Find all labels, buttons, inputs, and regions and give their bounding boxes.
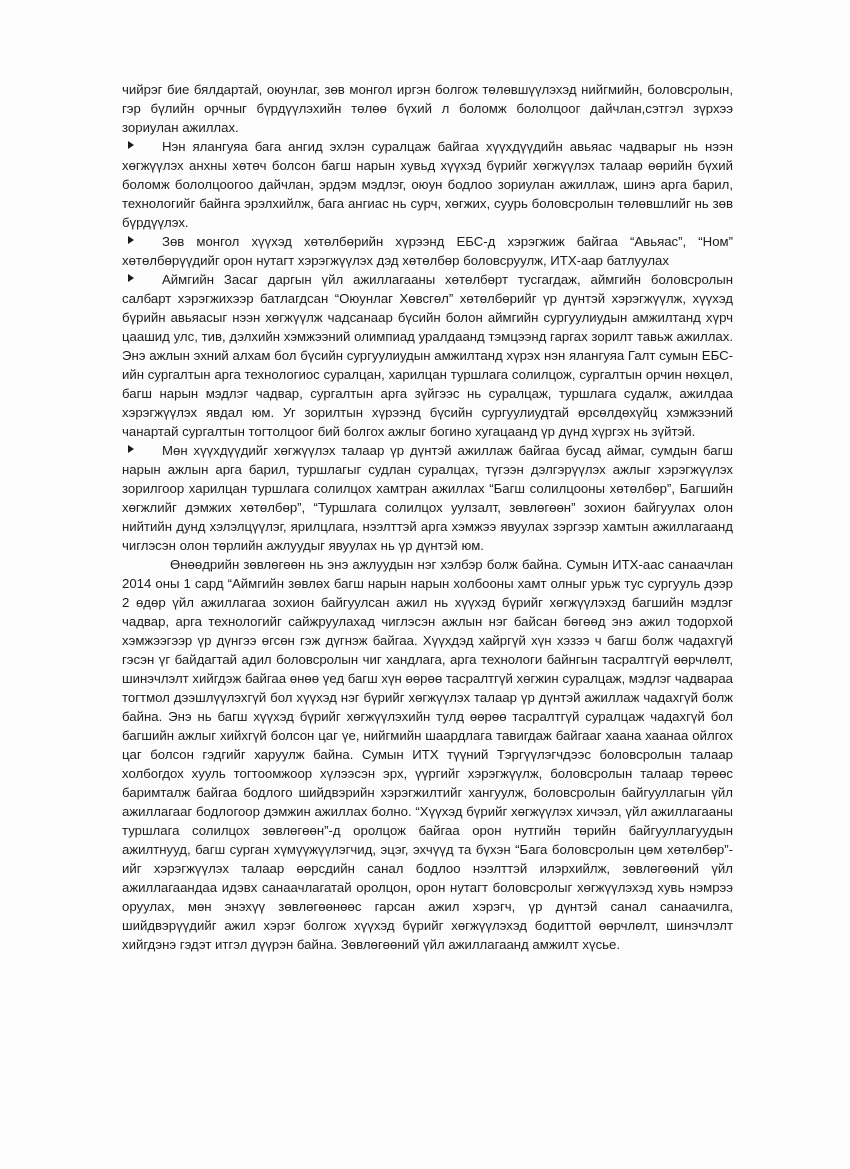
bullet-paragraph	[122, 137, 733, 232]
intro-paragraph: чийрэг бие бялдартай, оюунлаг, зөв монгол иргэн болгож төлөвшүүлэхэд нийгмийн, боловсролын, гэр бүлийн орчныг бүрдүүлэхийн төлөө бүхий л боломж бололцоог дайчлан,сэтгэл зүрхээ зориулан ажиллах.	[122, 82, 733, 135]
bullet-paragraph	[122, 270, 733, 441]
bullet-paragraph	[122, 441, 733, 555]
bullet-text: Мөн хүүхдүүдийг хөгжүүлэх талаар үр дүнтэй ажиллаж байгаа бусад аймаг, сумдын багш нарын ажлын арга барил, туршлагыг судлан суралцах, түгээн дэлгэрүүлэх ажлыг хэрэгжүүлэх зорилгоор харилцан туршлага солилцох хамтран ажиллах “Багш солилцооны хөтөлбөр”, Багшийн хөгжлийг дэмжих хөтөлбөр”, “Туршлага солилцох уулзалт, зөвлөгөөн” зохион байгуулах олон нийтийн дунд хэлэлцүүлэг, ярилцлага, нээлттэй арга хэмжээ явуулах зэргээр хамтын ажиллагаанд чиглэсэн олон төрлийн ажлуудыг явуулах нь үр дүнтэй юм.	[122, 443, 733, 553]
arrow-bullet-icon	[128, 141, 134, 149]
arrow-bullet-icon	[128, 236, 134, 244]
bullet-paragraph	[122, 232, 733, 270]
bullet-text: Аймгийн Засаг даргын үйл ажиллагааны хөтөлбөрт тусгагдаж, аймгийн боловсролын салбарт хэрэгжихээр батлагдсан “Оюунлаг Хөвсгөл” хөтөлбөрийг үр дүнтэй хэрэгжүүлж, хүүхэд бүрийн авьяасыг нээн хөгжүүлж чадсанаар бүсийн болон аймгийн сургуулиудын амжилтанд хүрч цаашид улс, тив, дэлхийн хэмжээний олимпиад уралдаанд тэмцээнд гаргах зорилт тавьж ажиллах. Энэ ажлын эхний алхам бол бүсийн сургуулиудын амжилтанд хүрэх нэн ялангуяа Галт сумын ЕБС-ийн сургалтын арга технологиос суралцан, харилцан туршлага солилцож, сургалтын орчин нөхцөл, багш нарын мэдлэг чадвар, сургалтын арга зүйгээс нь суралцаж, туршлага судалж, ажилдаа хэрэгжүүлэх явдал юм. Уг зорилтын хүрээнд бүсийн сургуулиудтай өрсөлдөхүйц хэмжээний чанартай сургалтын тогтолцоог бий болгох ажлыг богино хугацаанд үр дүнд хүргэх нь зүйтэй.	[122, 272, 733, 439]
document-body	[122, 80, 733, 954]
bullet-text: Нэн ялангуяа бага ангид эхлэн суралцаж байгаа хүүхдүүдийн авьяас чадварыг нь нээн хөгжүүлэх анхны хөтөч болсон багш нарын хувьд хүүхэд бүрийг хөгжүүлэх талаар өөрийн бүхий боломж бололцоогоо дайчлан, эрдэм мэдлэг, оюун бодлоо зориулан ажиллаж, шинэ арга барил, технологийг байнга эрэлхийлж, бага ангиас нь сурч, хөгжих, суурь боловсролын төлөвшлийг нь зөв бүрдүүлэх.	[122, 139, 733, 230]
arrow-bullet-icon	[128, 445, 134, 453]
closing-paragraph: Өнөөдрийн зөвлөгөөн нь энэ ажлуудын нэг хэлбэр болж байна. Сумын ИТХ-аас санаачлан 2014 оны 1 сард “Аймгийн зөвлөх багш нарын нарын холбооны хамт олныг урьж тус сургууль дээр 2 өдөр үйл ажиллагаа зохион байгуулсан ажил нь хүүхэд бүрийг хөгжүүлэхэд багшийн мэдлэг чадвар, арга технологийг сайжруулахад чиглэсэн ажлын нэг байсан бөгөөд энэ ажил тодорхой хэмжээгээр үр дүнгээ өгсөн гэж дүгнэж байгаа. Хүүхдэд хайргүй хүн хэзээ ч багш болж чадахгүй гэсэн үг байдагтай адил боловсролын чиг хандлага, арга технологи байнгын тасралтгүй өөрчлөлт, шинэчлэлт хийгдэж байгаа өнөө үед багш хүн өөрөө тасралтгүй хөгжин суралцаж, мэдлэг чадвараа тогтмол дээшлүүлэхгүй бол хүүхэд нэг бүрийг хөгжүүлэх талаар үр дүнтэй ажиллаж чадахгүй болж байна. Энэ нь багш хүүхэд бүрийг хөгжүүлэхийн тулд өөрөө тасралтгүй суралцаж чадахгүй бол багшийн ажлыг хийхгүй болсон цаг үе, нийгмийн шаардлага тавигдаж байгааг хаана хаанаа ойлгох цаг болсон гэдгийг харуулж байна. Сумын ИТХ түүний Тэргүүлэгчдээс боловсролын талаар холбогдох хууль тогтоомжоор хүлээсэн эрх, үүргийг хэрэгжүүлж, боловсролын талаар төрөөс баримталж байгаа бодлого шийдвэрийн хэрэгжилтийг хангуулж, боловсролын байгууллагын үйл ажиллагааг бодлогоор дэмжин ажиллах болно. “Хүүхэд бүрийг хөгжүүлэх хичээл, үйл ажиллагааны туршлага солилцох зөвлөгөөн”-д оролцож байгаа орон нутгийн төрийн байгууллагуудын ажилтнууд, багш сурган хүмүүжүүлэгчид, эцэг, эхчүүд та бүхэн “Бага боловсролын цөм хөтөлбөр”-ийг хэрэгжүүлэх талаар өөрсдийн санал бодлоо нээлттэй илэрхийлж, зөвлөгөөний үйл ажиллагаандаа идэвх санаачлагатай оролцон, орон нутагт боловсролыг хөгжүүлэхэд хувь нэмрээ оруулах, мөн энэхүү зөвлөгөөнөөс гарсан ажил хэрэгч, үр дүнтэй санал санаачилга, шийдвэрүүдийг ажил хэрэг болгож хүүхэд бүрийг хөгжүүлэхэд бодиттой өөрчлөлт, шинэчлэлт хийгдэнэ гэдэт итгэл дүүрэн байна. Зөвлөгөөний үйл ажиллагаанд амжилт хүсье.	[122, 557, 733, 952]
bullet-text: Зөв монгол хүүхэд хөтөлбөрийн хүрээнд ЕБС-д хэрэгжиж байгаа “Авьяас”, “Ном” хөтөлбөрүүдийг орон нутагт хэрэгжүүлэх дэд хөтөлбөр боловсруулж, ИТХ-аар батлуулах	[122, 234, 733, 268]
arrow-bullet-icon	[128, 274, 134, 282]
